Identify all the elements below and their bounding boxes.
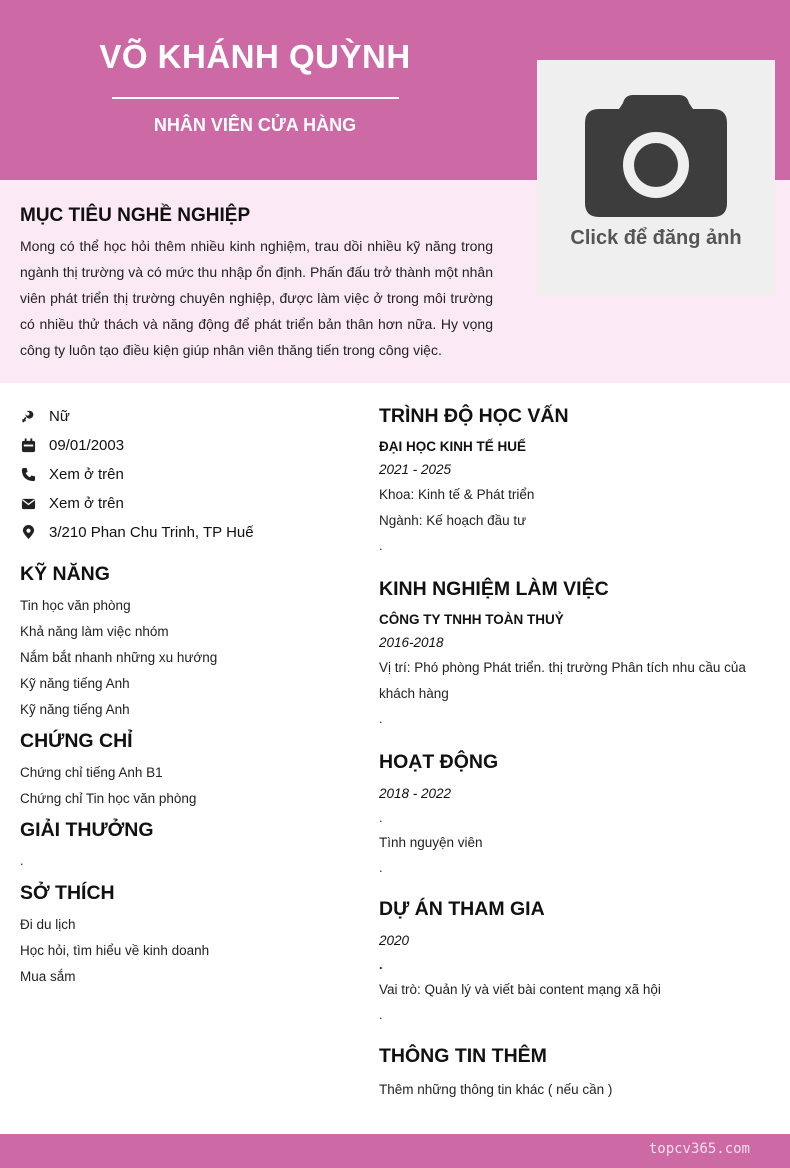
footer-band xyxy=(0,1134,790,1168)
location-icon xyxy=(20,525,36,541)
education-faculty: Khoa: Kinh tế & Phát triển xyxy=(379,487,535,502)
camera-icon xyxy=(585,95,727,219)
projects-title: DỰ ÁN THAM GIA xyxy=(379,898,545,920)
experience-position: Vị trí: Phó phòng Phát triển. thị trường Phân tích nhu cầu của khách hàng xyxy=(379,660,746,701)
gender-value: Nữ xyxy=(49,408,70,425)
skill-item: Nắm bắt nhanh những xu hướng xyxy=(20,650,218,665)
contact-address xyxy=(20,518,340,547)
birthday-value: 09/01/2003 xyxy=(49,437,125,454)
objective-text: Mong có thể học hỏi thêm nhiều kinh nghiệm, trau dồi nhiều kỹ năng trong ngành thị trường và có mức thu nhập ổn định. Phấn đấu trở thành một nhân viên phát triển thị trường chuyên nghiệp, được làm việc ở trong môi trường có nhiều thử thách và năng động để phát triển bản thân hơn nữa. Hy vọng công ty luôn tạo điều kiện giúp nhân viên thăng tiến trong công việc. xyxy=(20,238,493,358)
activities-note: . xyxy=(379,860,383,875)
photo-upload[interactable] xyxy=(537,60,775,296)
certificates-title: CHỨNG CHỈ xyxy=(20,730,133,752)
photo-upload-label: Click để đăng ảnh xyxy=(570,227,742,249)
email-value: Xem ở trên xyxy=(49,495,124,512)
email-icon xyxy=(20,496,36,512)
projects-note: . xyxy=(379,1007,383,1022)
education-title: TRÌNH ĐỘ HỌC VẤN xyxy=(379,405,569,427)
awards-section xyxy=(20,819,350,873)
skills-section xyxy=(20,563,350,723)
education-section xyxy=(379,405,769,558)
experience-period: 2016-2018 xyxy=(379,635,444,650)
projects-note: . xyxy=(379,957,383,972)
footer-watermark: topcv365.com xyxy=(648,1141,750,1157)
hobby-item: Mua sắm xyxy=(20,969,76,984)
hobby-item: Học hỏi, tìm hiểu về kinh doanh xyxy=(20,943,210,958)
certificates-section xyxy=(20,730,350,812)
contact-birthday xyxy=(20,431,340,460)
name-divider xyxy=(112,97,399,99)
certificate-item: Chứng chỉ tiếng Anh B1 xyxy=(20,765,163,780)
projects-period: 2020 xyxy=(379,933,410,948)
additional-section xyxy=(379,1045,769,1103)
activities-role: Tình nguyện viên xyxy=(379,835,483,850)
projects-role: Vai trò: Quản lý và viết bài content mạng xã hội xyxy=(379,982,661,997)
education-major: Ngành: Kế hoạch đầu tư xyxy=(379,513,527,528)
hobbies-section xyxy=(20,882,350,990)
education-note: . xyxy=(379,538,383,553)
calendar-icon xyxy=(20,438,36,454)
hobby-item: Đi du lịch xyxy=(20,917,76,932)
activities-period: 2018 - 2022 xyxy=(379,786,452,801)
gender-icon xyxy=(20,409,36,425)
address-value: 3/210 Phan Chu Trinh, TP Huế xyxy=(49,524,254,541)
contact-phone xyxy=(20,460,340,489)
awards-placeholder: . xyxy=(20,853,24,868)
skills-title: KỸ NĂNG xyxy=(20,563,110,585)
experience-title: KINH NGHIỆM LÀM VIỆC xyxy=(379,578,609,600)
activities-note: . xyxy=(379,810,383,825)
experience-note: . xyxy=(379,711,383,726)
activities-section xyxy=(379,751,769,880)
awards-title: GIẢI THƯỞNG xyxy=(20,819,154,841)
school-name: ĐẠI HỌC KINH TẾ HUẾ xyxy=(379,439,527,454)
additional-text: Thêm những thông tin khác ( nếu cần ) xyxy=(379,1082,613,1097)
activities-title: HOẠT ĐỘNG xyxy=(379,751,499,773)
contact-email xyxy=(20,489,340,518)
certificate-item: Chứng chỉ Tin học văn phòng xyxy=(20,791,197,806)
skill-item: Kỹ năng tiếng Anh xyxy=(20,702,130,717)
company-name: CÔNG TY TNHH TOÀN THUỶ xyxy=(379,612,564,627)
education-period: 2021 - 2025 xyxy=(379,462,452,477)
skill-item: Kỹ năng tiếng Anh xyxy=(20,676,130,691)
skill-item: Tin học văn phòng xyxy=(20,598,131,613)
candidate-name: VÕ KHÁNH QUỲNH xyxy=(99,38,411,75)
experience-section xyxy=(379,578,769,731)
additional-title: THÔNG TIN THÊM xyxy=(379,1045,547,1067)
projects-section xyxy=(379,898,769,1027)
job-title: NHÂN VIÊN CỬA HÀNG xyxy=(153,115,357,135)
phone-icon xyxy=(20,467,36,483)
skill-item: Khả năng làm việc nhóm xyxy=(20,624,169,639)
objective-title: MỤC TIÊU NGHỀ NGHIỆP xyxy=(20,205,251,226)
contact-gender xyxy=(20,402,340,431)
contact-info xyxy=(20,402,340,547)
phone-value: Xem ở trên xyxy=(49,466,124,483)
hobbies-title: SỞ THÍCH xyxy=(20,882,115,904)
